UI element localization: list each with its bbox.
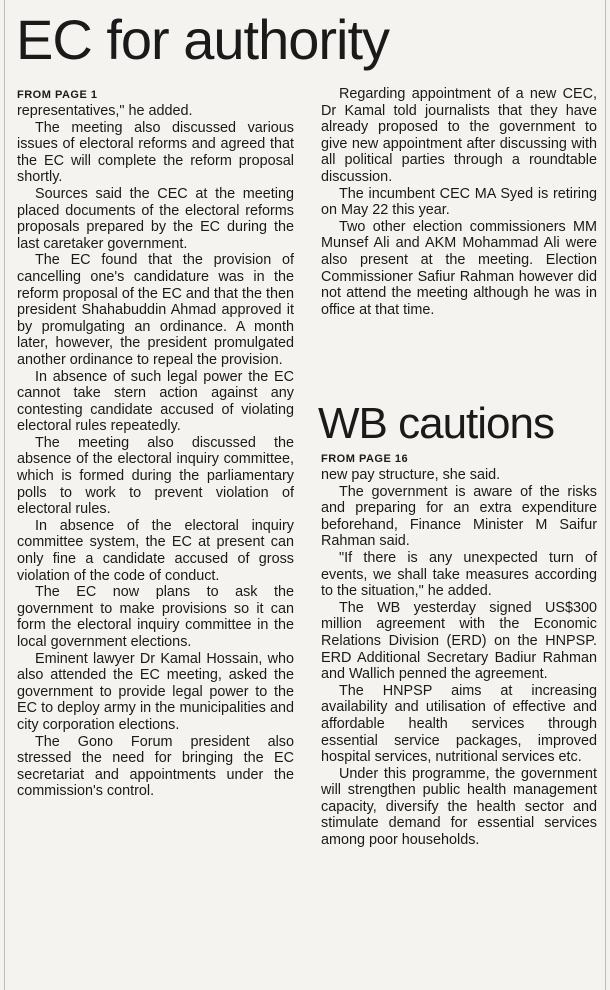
- wb-paragraph: Under this programme, the government will strengthen public health management capacity, diversify the health sector and stimulate demand for essential services among poor households.: [321, 765, 597, 849]
- main-paragraph: Sources said the CEC at the meeting placed documents of the electoral reforms proposals prepared by the EC during the last caretaker government.: [17, 185, 294, 252]
- main-paragraph: In absence of such legal power the EC cannot take stern action against any contesting candidate accused of violating electoral rules repeatedly.: [17, 368, 294, 435]
- main-paragraph: representatives," he added.: [17, 103, 193, 119]
- wb-paragraph: The HNPSP aims at increasing availability and utilisation of effective and affordable health services through essential service packages, improved hospital services, nutritional services etc.: [321, 682, 597, 766]
- wb-article-column: [321, 452, 597, 849]
- main-paragraph: The EC found that the provision of cancelling one's candidature was in the reform proposal of the EC and that the then president Shahabuddin Ahmad approved it by promulgating an ordinance. A month later, however, the president promulgated another ordinance to repeal the provision.: [17, 252, 294, 368]
- main-paragraph: Two other election commissioners MM Munsef Ali and AKM Mohammad Ali were also present at the meeting. Election Commissioner Safiur Rahman however did not attend the meeting although he was in office at that time.: [321, 218, 597, 318]
- main-article-kicker: FROM PAGE 1: [17, 89, 98, 101]
- wb-paragraph: new pay structure, she said.: [321, 467, 501, 483]
- wb-paragraph: The government is aware of the risks and preparing for an extra expenditure beforehand, Finance Minister M Saifur Rahman said.: [321, 483, 597, 550]
- main-paragraph: The EC now plans to ask the government to make provisions so it can form the electoral inquiry committee in the local government elections.: [17, 584, 294, 650]
- wb-headline: WB cautions: [318, 399, 554, 448]
- main-paragraph: Eminent lawyer Dr Kamal Hossain, who also attended the EC meeting, asked the government to provide legal power to the EC to deploy army in the municipalities and city corporation elections.: [17, 650, 294, 733]
- wb-paragraph: The WB yesterday signed US$300 million agreement with the Economic Relations Division (ERD) on the HNPSP. ERD Additional Secretary Badiur Rahman and Wallich penned the agreement.: [321, 599, 597, 683]
- main-paragraph: The Gono Forum president also stressed the need for bringing the EC secretariat and appointments under the commission's control.: [17, 733, 294, 800]
- main-paragraph: Regarding appointment of a new CEC, Dr Kamal told journalists that they have already proposed to the government to give new appointment after discussing with all political parties through a roundtable discussion.: [321, 86, 597, 185]
- left-border-rule: [4, 0, 5, 990]
- main-paragraph: The incumbent CEC MA Syed is retiring on May 22 this year.: [321, 185, 597, 219]
- wb-paragraph: "If there is any unexpected turn of events, we shall take measures according to the situation," he added.: [321, 549, 597, 600]
- main-article-column-2: [321, 86, 597, 318]
- wb-article-kicker: FROM PAGE 16: [321, 453, 409, 465]
- main-headline: EC for authority: [16, 8, 390, 71]
- main-paragraph: The meeting also discussed various issues of electoral reforms and agreed that the EC will complete the reform proposal shortly.: [17, 119, 294, 186]
- main-article-column-1: [17, 88, 294, 800]
- main-paragraph: The meeting also discussed the absence of the electoral inquiry committee, which is formed during the parliamentary polls to work to prevent violation of electoral rules.: [17, 434, 294, 518]
- right-border-rule: [605, 0, 606, 990]
- main-paragraph: In absence of the electoral inquiry committee system, the EC at present can only fine a candidate accused of gross violation of the code of conduct.: [17, 517, 294, 584]
